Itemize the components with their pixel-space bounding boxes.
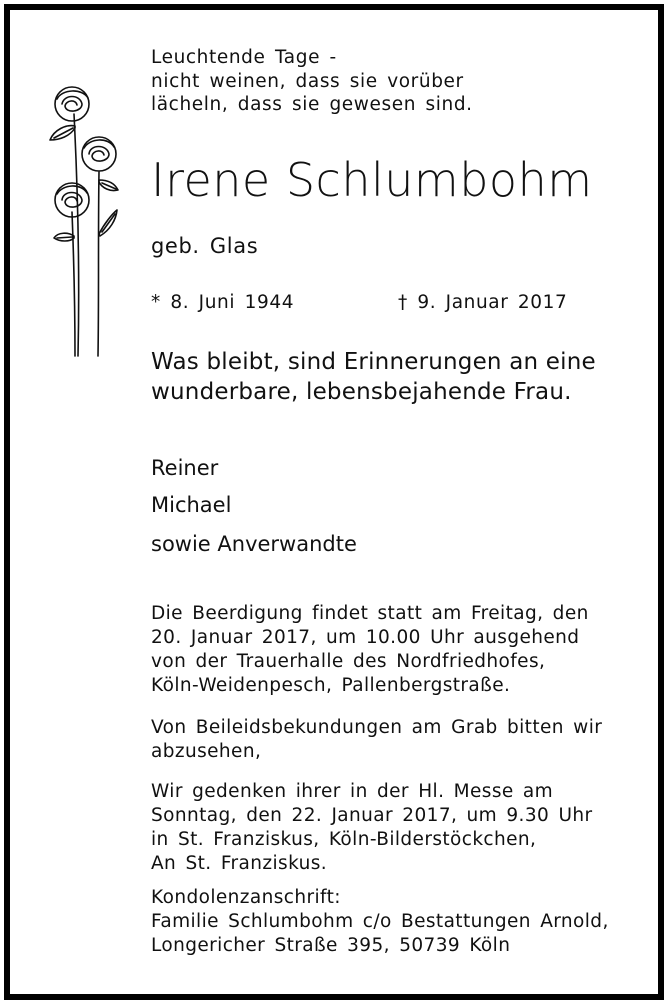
poem-line: nicht weinen, dass sie vorüber — [151, 70, 464, 92]
poem — [151, 46, 473, 117]
quote-line: wunderbare, lebensbejahende Frau. — [151, 379, 572, 405]
deceased-name: Irene Schlumbohm — [151, 153, 593, 207]
condolence-line: abzusehen, — [151, 741, 262, 762]
condolence-note — [151, 716, 602, 764]
condolence-address — [151, 886, 609, 958]
mass-info — [151, 780, 593, 876]
mass-line: in St. Franziskus, Köln-Bilderstöckchen, — [151, 829, 537, 850]
funeral-line: von der Trauerhalle des Nordfriedhofes, — [151, 651, 546, 672]
address-line: Kondolenzanschrift: — [151, 887, 341, 908]
funeral-line: 20. Januar 2017, um 10.00 Uhr ausgehend — [151, 627, 580, 648]
mourner-name: Reiner — [151, 456, 219, 480]
funeral-line: Köln-Weidenpesch, Pallenbergstraße. — [151, 675, 511, 696]
funeral-info — [151, 602, 589, 698]
condolence-line: Von Beileidsbekundungen am Grab bitten wir — [151, 717, 603, 738]
death-date: † 9. Januar 2017 — [398, 292, 568, 313]
mourner-name: sowie Anverwandte — [151, 532, 357, 556]
mass-line: Wir gedenken ihrer in der Hl. Messe am — [151, 781, 554, 802]
funeral-line: Die Beerdigung findet statt am Freitag, den — [151, 603, 589, 624]
quote-line: Was bleibt, sind Erinnerungen an eine — [151, 349, 596, 375]
memorial-quote — [151, 347, 596, 407]
poem-line: lächeln, dass sie gewesen sind. — [151, 94, 473, 115]
mourner-name: Michael — [151, 493, 232, 517]
poem-line: Leuchtende Tage - — [151, 47, 337, 68]
address-line: Familie Schlumbohm c/o Bestattungen Arnold, — [151, 911, 609, 932]
address-line: Longericher Straße 395, 50739 Köln — [151, 935, 511, 956]
mass-line: An St. Franziskus. — [151, 853, 328, 874]
birth-name: geb. Glas — [151, 234, 259, 258]
mass-line: Sonntag, den 22. Januar 2017, um 9.30 Uhr — [151, 805, 593, 826]
roses-icon — [44, 84, 128, 360]
birth-date: * 8. Juni 1944 — [151, 292, 295, 313]
